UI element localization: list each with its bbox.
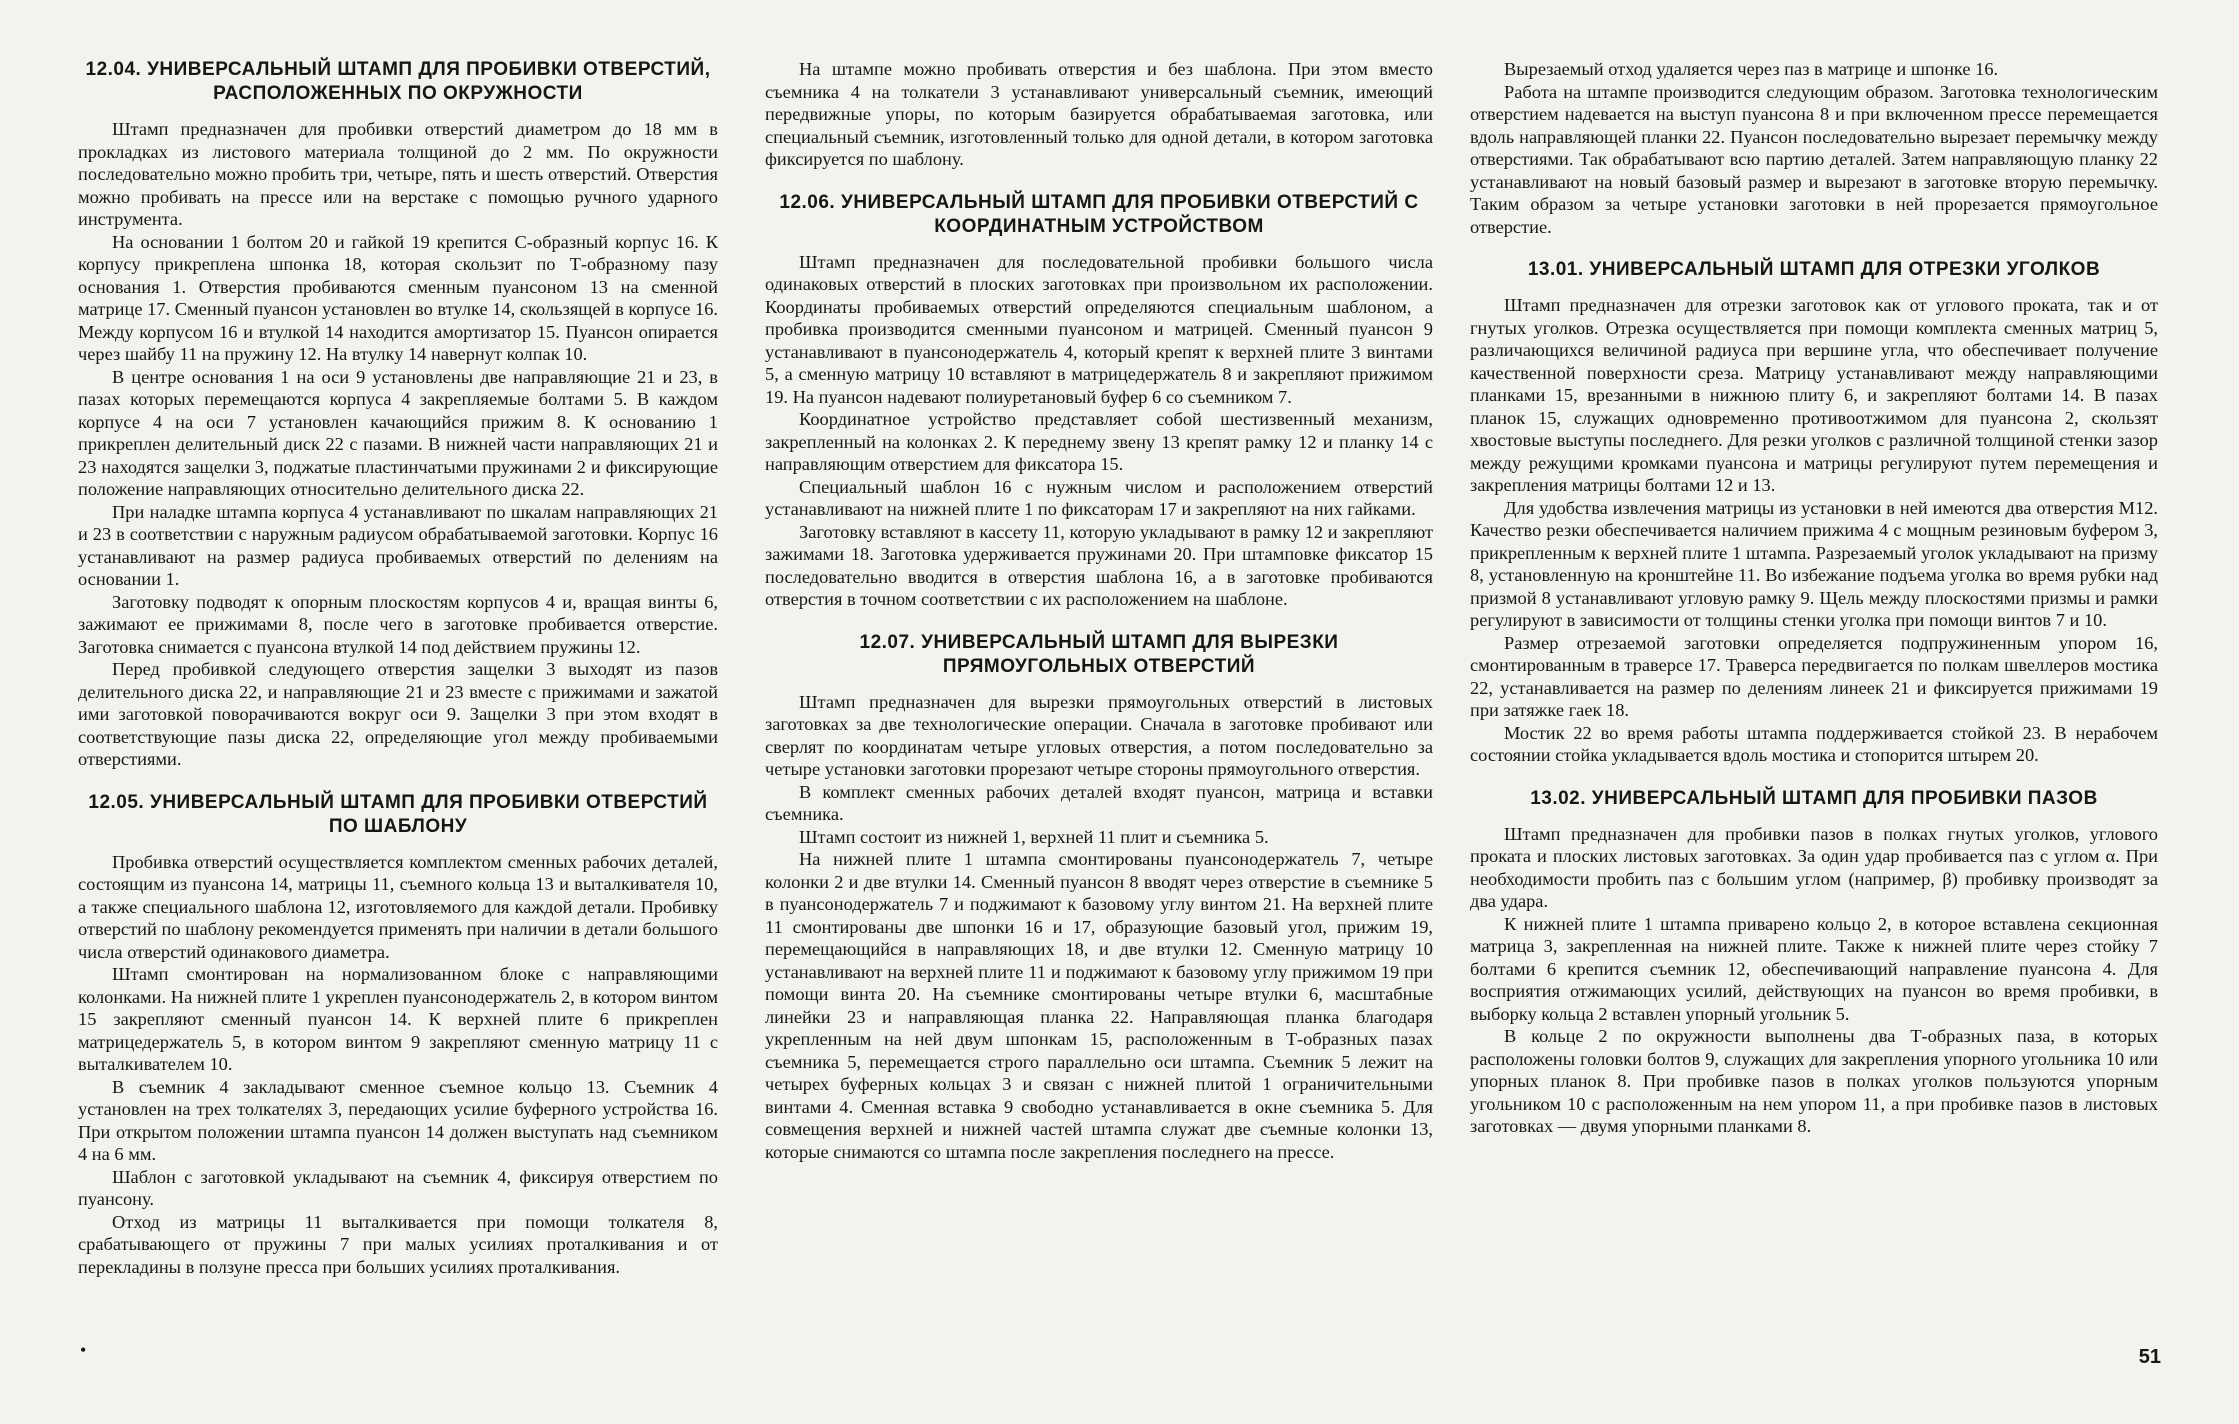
paragraph: На штампе можно пробивать отверстия и без шаблона. При этом вместо съемника 4 на толкатели 3 устанавливают универсальный съемник, имеющий передвижные упоры, по которым базируется обрабатываемая заготовка, или специальный съемник, изготовленный только для одной детали, в котором заготовка фиксируется по шаблону. [765, 59, 1433, 169]
paragraph: Вырезаемый отход удаляется через паз в матрице и шпонке 16. [1504, 59, 1999, 79]
section [765, 58, 1433, 171]
section [1470, 58, 2158, 238]
paragraph: Штамп смонтирован на нормализованном блоке с направляющими колонками. На нижней плите 1 укреплен пуансонодержатель 2, в котором винтом 15 закрепляют сменный пуансон 14. К верхней плите 6 прикреплен матрицедержатель 5, в котором винтом 9 закрепляют сменную матрицу 11 с выталкивателем 10. [78, 964, 718, 1074]
paragraph: Для удобства извлечения матрицы из установки в ней имеются два отверстия М12. Качество резки обеспечивается наличием прижима 4 с мощным резиновым буфером 3, прикрепленным к верхней плите 1 штампа. Разрезаемый уголок укладывают на призму 8, установленную на кронштейне 11. Во избежание подъема уголка во время рубки над призмой 8 устанавливают угловую рамку 9. Щель между плоскостями призмы и рамки регулируют в зависимости от толщины стенки уголка при помощи винтов 7 и 10. [1470, 497, 2158, 630]
section [765, 191, 1433, 611]
section [765, 631, 1433, 1164]
paragraph: В съемник 4 закладывают сменное съемное кольцо 13. Съемник 4 установлен на трех толкателях 3, передающих усилие буферного устройства 16. При открытом положении штампа пуансон 14 должен выступать над съемником 4 на 6 мм. [78, 1076, 718, 1164]
paragraph: В комплект сменных рабочих деталей входят пуансон, матрица и вставки съемника. [765, 781, 1433, 824]
paragraph: В кольце 2 по окружности выполнены два Т-образных паза, в которых расположены головки болтов 9, служащих для закрепления упорного угольника 10 или упорных планок 8. При пробивке пазов в полках уголков пользуются упорным угольником 10 с расположенным на нем упором 11, а при пробивке пазов в листовых заготовках — двумя упорными планками 8. [1470, 1026, 2158, 1136]
section [1470, 787, 2158, 1138]
column-right [1470, 58, 2158, 1158]
section-heading: 12.04. УНИВЕРСАЛЬНЫЙ ШТАМП ДЛЯ ПРОБИВКИ ОТВЕРСТИЙ, РАСПОЛОЖЕННЫХ ПО ОКРУЖНОСТИ [85, 59, 711, 104]
section-heading: 13.01. УНИВЕРСАЛЬНЫЙ ШТАМП ДЛЯ ОТРЕЗКИ УГОЛКОВ [1527, 259, 2101, 280]
paragraph: Размер отрезаемой заготовки определяется подпружиненным упором 16, смонтированным в траверсе 17. Траверса передвигается по полкам швеллеров мостика 22, устанавливается на размер по делениям линеек 21 и фиксируется прижимами 19 при затяжке гаек 18. [1470, 632, 2158, 720]
column-left [78, 58, 718, 1298]
margin-mark: • [80, 1340, 87, 1360]
page-number: 51 [2138, 1346, 2161, 1368]
paragraph: Заготовку вставляют в кассету 11, которую укладывают в рамку 12 и закрепляют зажимами 18. Заготовка удерживается пружинами 20. При штамповке фиксатор 15 последовательно вводится в отверстия шаблона 16, а в заготовке пробиваются отверстия в точном соответствии с их расположением на шаблоне. [765, 521, 1433, 609]
paragraph: В центре основания 1 на оси 9 установлены две направляющие 21 и 23, в пазах которых перемещаются корпуса 4 закрепляемые болтами 5. В каждом корпусе 4 на оси 7 установлен качающийся прижим 8. К основанию 1 прикреплен делительный диск 22 с пазами. В нижней части направляющих 21 и 23 находятся защелки 3, поджатые пластинчатыми пружинами 2 и фиксирующие положение направляющих относительно делительного диска 22. [78, 366, 718, 499]
paragraph: На основании 1 болтом 20 и гайкой 19 крепится С-образный корпус 16. К корпусу прикреплена шпонка 18, которая скользит по Т-образному пазу основания 1. Отверстия пробиваются сменным пуансоном 13 на сменной матрице 17. Сменный пуансон установлен во втулке 14, скользящей в корпусе 16. Между корпусом 16 и втулкой 14 находится амортизатор 15. Пуансон опирается через шайбу 11 на пружину 12. На втулку 14 навернут колпак 10. [78, 231, 718, 364]
paragraph: Координатное устройство представляет собой шестизвенный механизм, закрепленный на колонках 2. К переднему звену 13 крепят рамку 12 и планку 14 с направляющим отверстием для фиксатора 15. [765, 409, 1433, 474]
paragraph: Штамп предназначен для последовательной пробивки большого числа одинаковых отверстий в плоских заготовках при произвольном их расположении. Координаты пробиваемых отверстий определяются специальным шаблоном, а пробивка производится сменными пуансоном и матрицей. Сменный пуансон 9 устанавливают в пуансонодержатель 4, который крепят к верхней плите 3 винтами 5, а сменную матрицу 10 вставляют в матрицедержатель 8 и закрепляют прижимом 19. На пуансон надевают полиуретановый буфер 6 со съемником 7. [765, 251, 1433, 407]
section-heading: 12.05. УНИВЕРСАЛЬНЫЙ ШТАМП ДЛЯ ПРОБИВКИ ОТВЕРСТИЙ ПО ШАБЛОНУ [88, 791, 708, 837]
paragraph: Мостик 22 во время работы штампа поддерживается стойкой 23. В нерабочем состоянии стойка укладывается вдоль мостика и стопорится штырем 20. [1470, 722, 2158, 765]
section [1470, 258, 2158, 767]
paragraph: Специальный шаблон 16 с нужным числом и расположением отверстий устанавливают на нижней плите 1 по фиксаторам 17 и закрепляют на них гайками. [765, 476, 1433, 519]
paragraph: Заготовку подводят к опорным плоскостям корпусов 4 и, вращая винты 6, зажимают ее прижимами 8, после чего в заготовке пробивается отверстие. Заготовка снимается с пуансона втулкой 14 под действием пружины 12. [78, 591, 718, 657]
paragraph: Отход из матрицы 11 выталкивается при помощи толкателя 8, срабатывающего от пружины 7 при малых усилиях проталкивания и от перекладины в ползуне пресса при больших усилиях проталкивания. [78, 1211, 718, 1277]
paragraph: Штамп предназначен для отрезки заготовок как от углового проката, так и от гнутых уголков. Отрезка осуществляется при помощи комплекта сменных матриц 5, различающихся величиной радиуса при вершине угла, что обеспечивает получение качественной поверхности среза. Матрицу устанавливают между направляющими планками 15, врезанными в нижнюю плиту 6, и закрепляют болтами 14. В пазах планок 15, служащих одновременно противоотжимом для пуансона 2, скользят хвостовые выступы последнего. Для резки уголков с различной толщиной стенки зазор между режущими кромками пуансона и матрицы регулируют путем перемещения и закрепления матрицы болтами 12 и 13. [1470, 295, 2158, 495]
paragraph: На нижней плите 1 штампа смонтированы пуансонодержатель 7, четыре колонки 2 и две втулки 14. Сменный пуансон 8 вводят через отверстие в съемнике 5 в пуансонодержатель 7 и поджимают к базовому углу винтом 21. На верхней плите 11 смонтированы две шпонки 16 и 17, образующие базовый угол, прижим 19, перемещающийся в направляющих 18, и две втулки 12. Сменную матрицу 10 устанавливают на верхней плите 11 и поджимают к базовому углу прижимом 19 при помощи винта 20. На съемнике смонтированы четыре втулки 6, масштабные линейки 23 и направляющая планка 22. Направляющая планка благодаря укрепленным на ней двум шпонкам 15, расположенным в Т-образных пазах съемника 5, перемещается строго параллельно оси штампа. Съемник 5 лежит на четырех буферных кольцах 3 и связан с нижней плитой 1 ограничительными винтами 4. Сменная вставка 9 свободно устанавливается в окне съемника 5. Для совмещения верхней и нижней частей штампа служат две съемные колонки 13, которые снимаются со штампа после закрепления последнего на прессе. [765, 849, 1433, 1162]
paragraph: Перед пробивкой следующего отверстия защелки 3 выходят из пазов делительного диска 22, и направляющие 21 и 23 вместе с прижимами и зажатой ими заготовкой поворачиваются вокруг оси 9. Защелки 3 при этом входят в соответствующие пазы диска 22, определяющие угол между пробиваемыми отверстиями. [78, 659, 718, 769]
section-heading: 12.06. УНИВЕРСАЛЬНЫЙ ШТАМП ДЛЯ ПРОБИВКИ ОТВЕРСТИЙ С КООРДИНАТНЫМ УСТРОЙСТВОМ [779, 191, 1419, 237]
paragraph: Штамп предназначен для вырезки прямоугольных отверстий в листовых заготовках за две технологические операции. Сначала в заготовке пробивают или сверлят по координатам четыре угловых отверстия, а потом последовательно за четыре установки заготовки прорезают четыре стороны прямоугольного отверстия. [765, 691, 1433, 779]
paragraph: При наладке штампа корпуса 4 устанавливают по шкалам направляющих 21 и 23 в соответствии с наружным радиусом обрабатываемой заготовки. Корпус 16 устанавливают на размер радиуса пробиваемых отверстий по делениям на основании 1. [78, 501, 718, 589]
section-heading: 12.07. УНИВЕРСАЛЬНЫЙ ШТАМП ДЛЯ ВЫРЕЗКИ ПРЯМОУГОЛЬНЫХ ОТВЕРСТИЙ [859, 631, 1339, 677]
paragraph: Пробивка отверстий осуществляется комплектом сменных рабочих деталей, состоящим из пуансона 14, матрицы 11, съемного кольца 13 и выталкивателя 10, а также специального шаблона 12, изготовляемого для каждой детали. Пробивку отверстий по шаблону рекомендуется применять при наличии в детали большого числа отверстий одинакового диаметра. [78, 851, 718, 962]
paragraph: Штамп предназначен для пробивки отверстий диаметром до 18 мм в прокладках из листового материала толщиной до 2 мм. По окружности последовательно можно пробить три, четыре, пять и шесть отверстий. Отверстия можно пробивать на прессе или на верстаке с помощью ручного ударного инструмента. [78, 119, 718, 229]
paragraph: Работа на штампе производится следующим образом. Заготовка технологическим отверстием надевается на выступ пуансона 8 и при включенном прессе перемещается вдоль направляющей планки 22. Пуансон последовательно вырезает перемычку между отверстиями. Так обрабатывают всю партию деталей. Затем направляющую планку 22 устанавливают на новый базовый размер и вырезают в заготовке вторую перемычку. Таким образом за четыре установки заготовки в ней прорезается прямоугольное отверстие. [1470, 81, 2158, 237]
paragraph: Штамп состоит из нижней 1, верхней 11 плит и съемника 5. [799, 826, 1269, 847]
paragraph: Штамп предназначен для пробивки пазов в полках гнутых уголков, углового проката и плоских листовых заготовках. За один удар пробивается паз с углом α. При необходимости пробить паз с большим углом (например, β) пробивку производят за два удара. [1470, 823, 2158, 911]
section [78, 58, 718, 771]
column-middle [765, 58, 1433, 1183]
paragraph: Шаблон с заготовкой укладывают на съемник 4, фиксируя отверстием по пуансону. [78, 1166, 718, 1209]
section [78, 791, 718, 1279]
paragraph: К нижней плите 1 штампа приварено кольцо 2, в которое вставлена секционная матрица 3, закрепленная на нижней плите. Также к нижней плите через стойку 7 болтами 6 крепится съемник 12, обеспечивающий направление пуансона 4. Для восприятия отжимающих усилий, действующих на пуансон во время пробивки, в выборку кольца 2 вставлен упорный угольник 5. [1470, 913, 2158, 1024]
section-heading: 13.02. УНИВЕРСАЛЬНЫЙ ШТАМП ДЛЯ ПРОБИВКИ ПАЗОВ [1530, 787, 2098, 809]
